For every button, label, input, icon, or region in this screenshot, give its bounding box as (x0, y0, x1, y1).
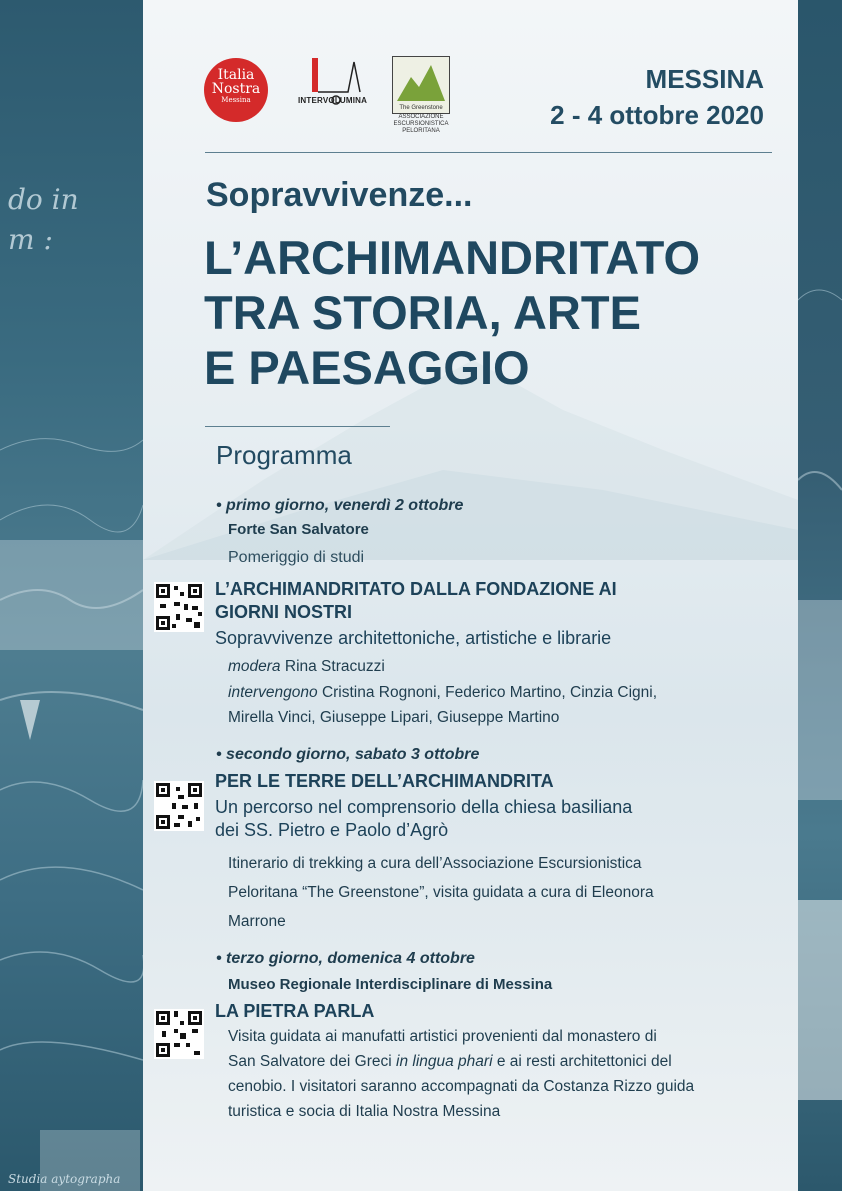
main-title (204, 230, 700, 395)
day1-place: Forte San Salvatore (228, 521, 369, 538)
day1-title: L’ARCHIMANDRITATO DALLA FONDAZIONE AI GIORNI NOSTRI (215, 579, 617, 622)
header-divider (205, 152, 772, 153)
engraving-texture-right (798, 0, 842, 1191)
day2-label: • secondo giorno, sabato 3 ottobre (216, 746, 480, 763)
day1-session: Pomeriggio di studi (228, 549, 365, 566)
day3-qr-code[interactable] (154, 1009, 204, 1059)
day3-place: Museo Regionale Interdisciplinare di Messina (228, 976, 553, 993)
program-divider (205, 426, 390, 427)
day1-moderator: modera Rina Stracuzzi (228, 658, 385, 675)
engraving-texture (0, 0, 143, 1191)
day3-body: Visita guidata ai manufatti artistici provenienti dal monastero di San Salvatore dei Greci in lingua phari e ai resti architettonici del cenobio. I visitatori saranno accompagnati da Costanza Rizzo guida turistica e socia di Italia Nostra Messina (228, 1028, 695, 1120)
main-title-line3: E PAESAGGIO (204, 341, 530, 394)
greenstone-mountain-icon (393, 57, 449, 113)
day2-title: PER LE TERRE DELL’ARCHIMANDRITA (215, 771, 554, 791)
day2-body: Itinerario di trekking a cura dell’Associazione Escursionistica Peloritana “The Greenstone”, visita guidata a cura di Eleonora Marrone (228, 855, 654, 930)
program-heading: Programma (216, 440, 352, 470)
event-dates: 2 - 4 ottobre 2020 (550, 100, 764, 130)
greenstone-inner-label: The Greenstone (399, 105, 443, 111)
day1-speakers: intervengono Cristina Rognoni, Federico Martino, Cinzia Cigni, Mirella Vinci, Giuseppe Lipari, Giuseppe Martino (228, 684, 658, 726)
day1-subtitle: Sopravvivenze architettoniche, artistiche e librarie (215, 628, 612, 648)
left-engraving-band (0, 0, 143, 1191)
day1-qr-code[interactable] (154, 582, 204, 632)
engraving-caption: Studia aytographa (8, 1172, 121, 1186)
day2-subtitle: Un percorso nel comprensorio della chiesa basiliana dei SS. Pietro e Paolo d’Agrò (215, 797, 633, 840)
day3-label: • terzo giorno, domenica 4 ottobre (216, 950, 475, 967)
day2-qr-code[interactable] (154, 781, 204, 831)
italia-nostra-logo: Italia Nostra Messina (204, 58, 268, 122)
title-kicker: Sopravvivenze... (206, 176, 473, 214)
intervolumina-logo-text: INTERVOLUMINA (298, 96, 368, 105)
main-title-line2: TRA STORIA, ARTE (204, 286, 641, 339)
greenstone-logo (392, 56, 450, 114)
day3-title: LA PIETRA PARLA (215, 1001, 375, 1021)
day1-label: • primo giorno, venerdì 2 ottobre (216, 497, 464, 514)
main-title-line1: L’ARCHIMANDRITATO (204, 231, 701, 284)
engraving-script-text: do in m : (8, 183, 79, 256)
right-engraving-band (798, 0, 842, 1191)
greenstone-logo-text: ASSOCIAZIONE ESCURSIONISTICA PELORITANA (393, 114, 449, 134)
event-city: MESSINA (645, 64, 764, 94)
